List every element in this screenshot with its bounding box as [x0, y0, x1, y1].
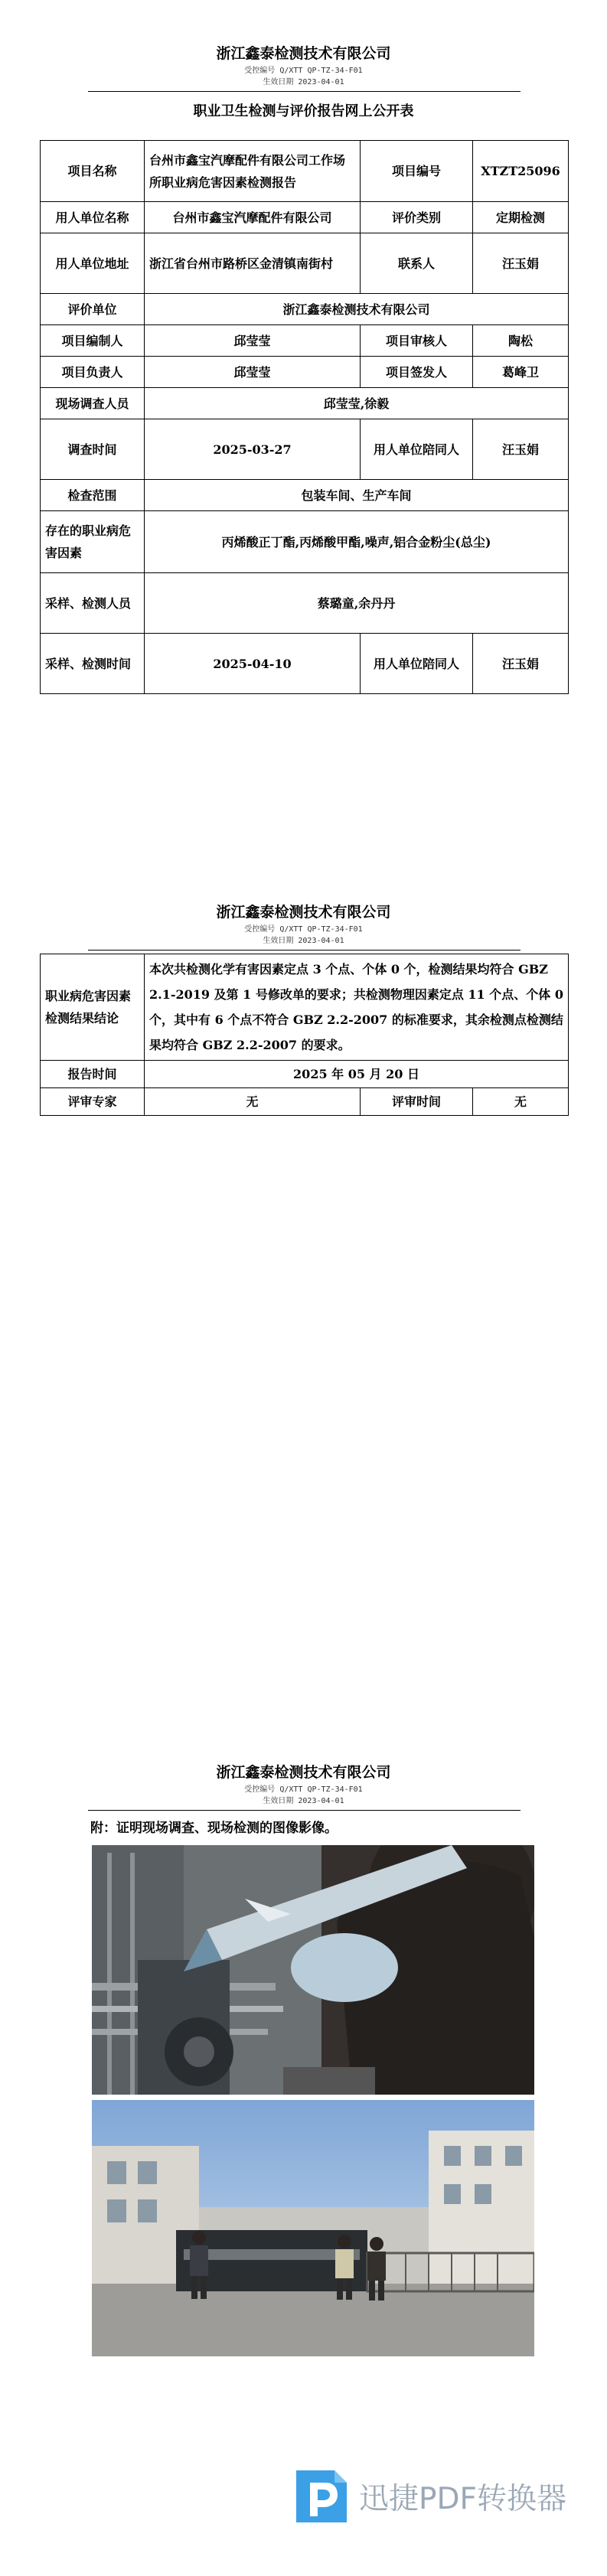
cell-label: 调查时间	[41, 419, 145, 480]
conclusion-table	[40, 954, 569, 1116]
cell-label: 项目编号	[361, 141, 473, 202]
cell-value: 浙江省台州市路桥区金清镇南街村	[145, 233, 361, 294]
header-divider	[88, 1810, 521, 1811]
cell-value: 邱莹莹,徐毅	[145, 388, 569, 419]
group-photo-image	[92, 2100, 534, 2356]
cell-value: 2025 年 05 月 20 日	[145, 1061, 569, 1088]
cell-label: 用人单位陪同人	[361, 419, 473, 480]
table-row	[41, 573, 569, 634]
cell-value: 邱莹莹	[145, 357, 361, 388]
table-row	[41, 357, 569, 388]
cell-label: 检查范围	[41, 480, 145, 511]
cell-label: 项目审核人	[361, 325, 473, 357]
cell-value: 汪玉娟	[473, 634, 569, 694]
cell-label: 联系人	[361, 233, 473, 294]
report-info-table	[40, 140, 569, 694]
cell-label: 评价单位	[41, 294, 145, 325]
table-row	[41, 141, 569, 202]
company-header: 浙江鑫泰检测技术有限公司	[216, 45, 391, 62]
table-row	[41, 954, 569, 1061]
site-photo-sampling	[92, 1845, 534, 2095]
pdf-converter-logo-icon	[292, 2466, 351, 2527]
cell-label: 项目名称	[41, 141, 145, 202]
cell-label: 项目负责人	[41, 357, 145, 388]
site-photo-group	[92, 2100, 534, 2356]
watermark-text: 迅捷PDF转换器	[359, 2482, 566, 2516]
cell-value: 陶松	[473, 325, 569, 357]
control-number: 受控编号 Q/XTT QP-TZ-34-F01	[244, 1785, 363, 1794]
effective-date: 生效日期 2023-04-01	[263, 78, 344, 86]
company-header: 浙江鑫泰检测技术有限公司	[216, 904, 391, 921]
cell-label: 职业病危害因素检测结果结论	[41, 954, 145, 1061]
table-row	[41, 325, 569, 357]
cell-value: 汪玉娟	[473, 233, 569, 294]
cell-label: 用人单位地址	[41, 233, 145, 294]
cell-value: 本次共检测化学有害因素定点 3 个点、个体 0 个，检测结果均符合 GBZ 2.1-2019 及第 1 号修改单的要求；共检测物理因素定点 11 个点、个体 0 个，其中有 6 个点不符合 GBZ 2.2-2007 的标准要求，其余检测点检测结果均符合 GBZ 2.2-2007 的要求。	[145, 954, 569, 1061]
cell-value: 无	[473, 1088, 569, 1116]
table-row	[41, 202, 569, 233]
cell-label: 评审专家	[41, 1088, 145, 1116]
cell-value: 无	[145, 1088, 361, 1116]
table-row	[41, 294, 569, 325]
report-title: 职业卫生检测与评价报告网上公开表	[193, 103, 414, 119]
effective-date: 生效日期 2023-04-01	[263, 937, 344, 945]
cell-value: 台州市鑫宝汽摩配件有限公司	[145, 202, 361, 233]
table-row	[41, 233, 569, 294]
table-row	[41, 511, 569, 573]
table-row	[41, 388, 569, 419]
table-row	[41, 480, 569, 511]
cell-label: 项目签发人	[361, 357, 473, 388]
table-row	[41, 1061, 569, 1088]
sampling-photo-image	[92, 1845, 534, 2095]
cell-value: XTZT25096	[473, 141, 569, 202]
cell-value: 葛峰卫	[473, 357, 569, 388]
cell-label: 用人单位陪同人	[361, 634, 473, 694]
cell-label: 用人单位名称	[41, 202, 145, 233]
effective-date: 生效日期 2023-04-01	[263, 1797, 344, 1805]
cell-label: 采样、检测人员	[41, 573, 145, 634]
cell-label: 现场调查人员	[41, 388, 145, 419]
cell-value: 定期检测	[473, 202, 569, 233]
cell-value: 丙烯酸正丁酯,丙烯酸甲酯,噪声,铝合金粉尘(总尘)	[145, 511, 569, 573]
control-number: 受控编号 Q/XTT QP-TZ-34-F01	[244, 67, 363, 75]
cell-value: 台州市鑫宝汽摩配件有限公司工作场所职业病危害因素检测报告	[145, 141, 361, 202]
header-divider	[88, 91, 521, 92]
table-row	[41, 634, 569, 694]
annex-label: 附：证明现场调查、现场检测的图像影像。	[90, 1821, 338, 1836]
cell-label: 项目编制人	[41, 325, 145, 357]
cell-value: 邱莹莹	[145, 325, 361, 357]
cell-label: 评价类别	[361, 202, 473, 233]
cell-value: 2025-04-10	[145, 634, 361, 694]
control-number: 受控编号 Q/XTT QP-TZ-34-F01	[244, 925, 363, 934]
company-header: 浙江鑫泰检测技术有限公司	[216, 1764, 391, 1781]
cell-value: 包装车间、生产车间	[145, 480, 569, 511]
cell-value: 浙江鑫泰检测技术有限公司	[145, 294, 569, 325]
cell-value: 2025-03-27	[145, 419, 361, 480]
cell-value: 汪玉娟	[473, 419, 569, 480]
table-row	[41, 1088, 569, 1116]
cell-label: 存在的职业病危害因素	[41, 511, 145, 573]
cell-label: 评审时间	[361, 1088, 473, 1116]
header-divider	[88, 950, 521, 951]
table-row	[41, 419, 569, 480]
cell-label: 报告时间	[41, 1061, 145, 1088]
cell-label: 采样、检测时间	[41, 634, 145, 694]
cell-value: 蔡璐童,余丹丹	[145, 573, 569, 634]
watermark	[292, 2466, 566, 2527]
